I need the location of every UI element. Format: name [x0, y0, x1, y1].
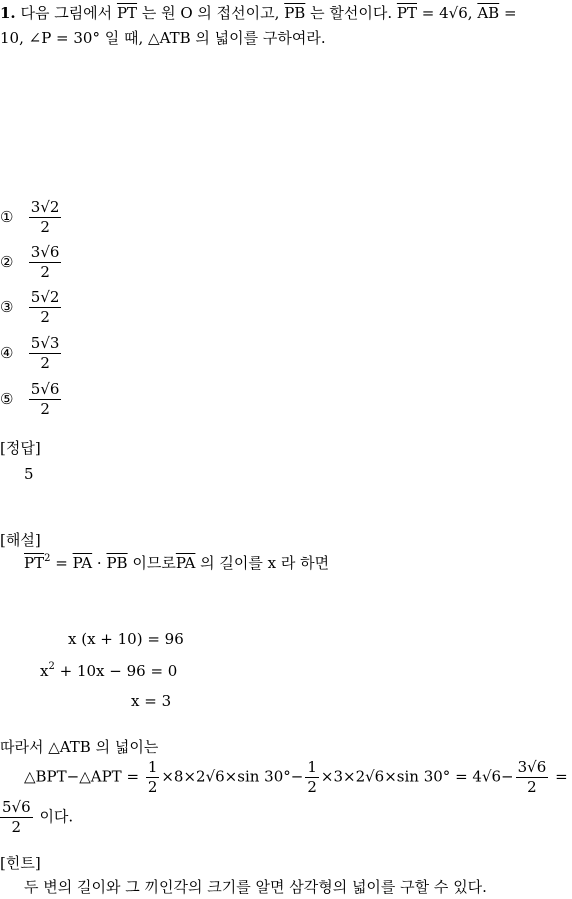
equation-rest: + 10x − 96 = 0 — [54, 662, 178, 680]
option-1-mark: ① — [0, 207, 14, 226]
option-5[interactable] — [0, 382, 63, 417]
option-1[interactable] — [0, 200, 63, 235]
question-line-1 — [0, 6, 517, 21]
solution-line-1 — [24, 553, 330, 572]
segment-pa: $\overline{PA}$ — [175, 554, 196, 572]
numerator: 5√2 — [30, 288, 60, 306]
calc-text: ×3×2√6×sin 30° = 4√6− — [320, 767, 514, 786]
calc-text: △BPT−△APT = — [24, 767, 140, 786]
equation-2 — [40, 661, 178, 680]
denominator: 2 — [40, 218, 50, 236]
denominator: 2 — [40, 308, 50, 326]
segment-ab: $\overline{AB}$ — [477, 4, 500, 22]
numerator: 3√6 — [30, 243, 60, 261]
denominator: 2 — [307, 778, 317, 796]
calc-text: ×8×2√6×sin 30°− — [161, 767, 304, 786]
answer-label: [정답] — [0, 439, 41, 457]
equation-1: x (x + 10) = 96 — [68, 630, 184, 648]
question-text: 는 원 O 의 접선이고, — [141, 4, 280, 22]
answer-value: 5 — [24, 465, 34, 483]
calc-line — [24, 760, 568, 795]
segment-pb: $\overline{PB}$ — [284, 4, 306, 22]
therefore-line: 따라서 △ATB 의 넓이는 — [0, 738, 159, 756]
solution-label: [해설] — [0, 531, 41, 549]
option-4-mark: ④ — [0, 343, 14, 362]
numerator: 3√6 — [517, 758, 547, 776]
question-number: 1. — [0, 4, 16, 22]
option-2-mark: ② — [0, 252, 14, 271]
equals: = — [555, 767, 568, 786]
segment-pb: $\overline{PB}$ — [106, 554, 128, 572]
numerator: 1 — [147, 758, 158, 776]
solution-text: 이다. — [39, 807, 74, 826]
option-1-fraction — [29, 200, 62, 235]
question-text: = — [503, 4, 517, 22]
option-5-fraction — [29, 382, 62, 417]
question-text: 는 할선이다. — [310, 4, 393, 22]
half-fraction — [146, 760, 160, 795]
question-line-2: 10, ∠P = 30° 일 때, △ATB 의 넓이를 구하여라. — [0, 29, 326, 47]
question-text: 다음 그림에서 — [20, 4, 113, 22]
numerator: 1 — [307, 758, 317, 776]
solution-text: 의 길이를 x 라 하면 — [195, 554, 330, 572]
solution-text: 이므로 — [127, 554, 176, 572]
option-3[interactable] — [0, 290, 63, 325]
option-4[interactable] — [0, 336, 63, 371]
numerator: 3√2 — [30, 198, 60, 216]
equals: = — [50, 554, 73, 572]
denominator: 2 — [40, 354, 50, 372]
numerator: 5√6 — [30, 380, 60, 398]
sqrt-6: √6 — [448, 4, 468, 22]
var-x: x — [40, 662, 49, 680]
dot: · — [92, 554, 107, 572]
numerator: 5√6 — [2, 798, 31, 816]
option-2[interactable] — [0, 245, 63, 280]
denominator: 2 — [40, 263, 50, 281]
segment-pt: $\overline{PT}$ — [396, 4, 417, 22]
final-fraction — [0, 800, 33, 835]
result-fraction — [516, 760, 549, 795]
option-3-mark: ③ — [0, 297, 14, 316]
hint-label: [힌트] — [0, 854, 41, 872]
denominator: 2 — [11, 818, 22, 836]
denominator: 2 — [147, 778, 158, 796]
denominator: 2 — [40, 400, 50, 418]
hint-text: 두 변의 길이와 그 끼인각의 크기를 알면 삼각형의 넓이를 구할 수 있다. — [24, 878, 487, 896]
segment-pt: $\overline{PT}$ — [116, 4, 138, 22]
option-2-fraction — [29, 245, 62, 280]
segment-pt: $\overline{PT}$ — [24, 554, 45, 572]
exponent: 2 — [44, 553, 51, 564]
exponent: 2 — [48, 661, 55, 672]
segment-pa: $\overline{PA}$ — [72, 554, 93, 572]
equation-3: x = 3 — [131, 692, 172, 710]
denominator: 2 — [527, 778, 537, 796]
option-4-fraction — [29, 336, 62, 371]
numerator: 5√3 — [30, 334, 60, 352]
question-text: , — [467, 4, 473, 22]
option-5-mark: ⑤ — [0, 389, 14, 408]
option-3-fraction — [29, 290, 62, 325]
question-text: = 4 — [421, 4, 449, 22]
half-fraction — [305, 760, 319, 795]
result-line — [0, 800, 73, 835]
